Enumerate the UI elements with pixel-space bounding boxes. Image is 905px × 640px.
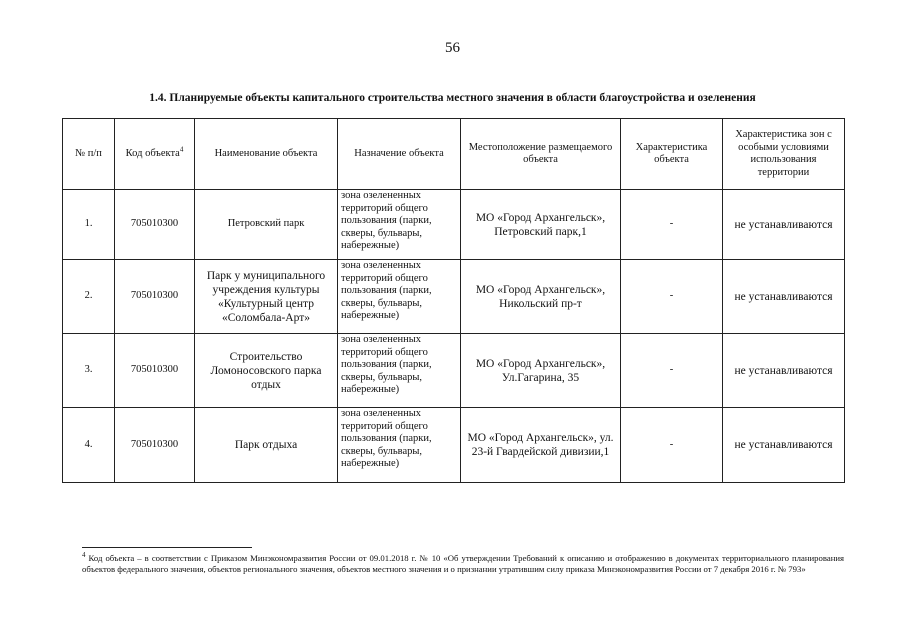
cell-location: МО «Город Архангельск», Никольский пр-т [461,260,621,334]
footnote [82,553,844,575]
cell-zones: не устанавливаются [723,260,845,334]
cell-zones: не устанавливаются [723,408,845,483]
table-row [63,190,845,260]
cell-code: 705010300 [115,260,195,334]
header-zones: Характеристика зон с особыми условиями использования территории [723,119,845,190]
table-row [63,334,845,408]
page-number: 56 [445,40,460,56]
cell-location: МО «Город Архангельск», ул. 23-й Гвардейской дивизии,1 [461,408,621,483]
cell-zones: не устанавливаются [723,334,845,408]
footnote-ref: 4 [179,145,184,154]
cell-name: Парк отдыха [195,408,338,483]
cell-characteristic: - [621,190,723,260]
cell-name: Строительство Ломоносовского парка отдых [195,334,338,408]
table-row [63,260,845,334]
cell-code: 705010300 [115,334,195,408]
header-characteristic: Характеристика объекта [621,119,723,190]
table-header-row [63,119,845,190]
cell-characteristic: - [621,408,723,483]
cell-code: 705010300 [115,408,195,483]
table-row [63,408,845,483]
header-num: № п/п [63,119,115,190]
header-purpose: Назначение объекта [338,119,461,190]
footnote-divider [82,547,252,548]
cell-num: 1. [63,190,115,260]
section-title: 1.4. Планируемые объекты капитального строительства местного значения в области благоустройства и озеленения [149,92,756,104]
cell-code: 705010300 [115,190,195,260]
footnote-text: Код объекта – в соответствии с Приказом Минэкономразвития России от 09.01.2018 г. № 10 «Об утверждении Требований к описанию и отображению в документах территориального планирования объектов федерального значения, объектов регионального значения, объектов местного значения и о признании утратившим силу приказа Минэкономразвития России от 7 декабря 2016 г. № 793» [82,553,844,574]
cell-zones: не устанавливаются [723,190,845,260]
cell-purpose: зона озелененных территорий общего пользования (парки, скверы, бульвары, набережные) [338,190,461,260]
cell-location: МО «Город Архангельск», Петровский парк,1 [461,190,621,260]
cell-num: 3. [63,334,115,408]
header-code [115,119,195,190]
cell-characteristic: - [621,334,723,408]
header-code-label: Код объекта [125,147,180,159]
cell-purpose: зона озелененных территорий общего пользования (парки, скверы, бульвары, набережные) [338,334,461,408]
footnote-marker: 4 [82,551,86,560]
cell-location: МО «Город Архангельск», Ул.Гагарина, 35 [461,334,621,408]
cell-purpose: зона озелененных территорий общего пользования (парки, скверы, бульвары, набережные) [338,260,461,334]
cell-purpose: зона озелененных территорий общего пользования (парки, скверы, бульвары, набережные) [338,408,461,483]
cell-num: 2. [63,260,115,334]
header-location: Местоположение размещаемого объекта [461,119,621,190]
header-name: Наименование объекта [195,119,338,190]
cell-characteristic: - [621,260,723,334]
cell-name: Парк у муниципального учреждения культуры «Культурный центр «Соломбала-Арт» [195,260,338,334]
cell-num: 4. [63,408,115,483]
cell-name: Петровский парк [195,190,338,260]
objects-table [62,118,845,483]
